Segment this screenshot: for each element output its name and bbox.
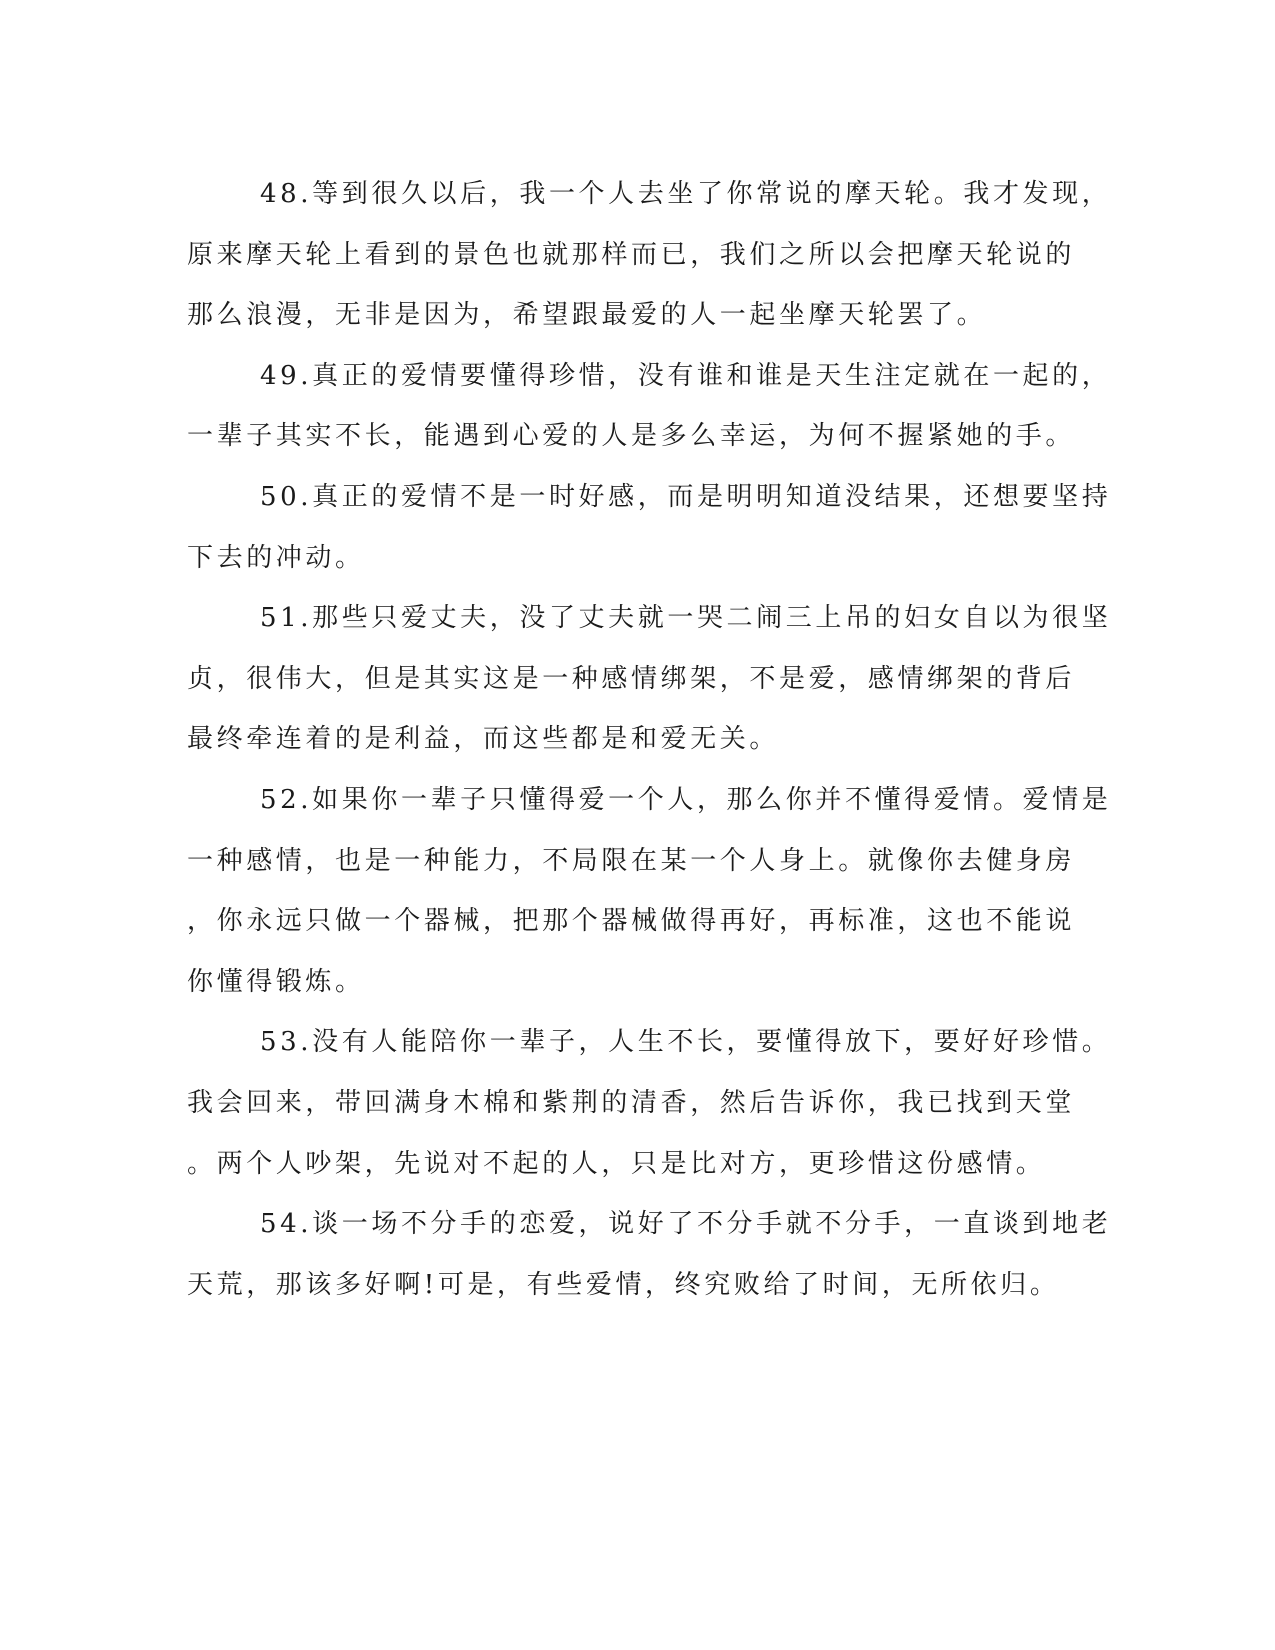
paragraph-48 bbox=[187, 164, 1112, 346]
paragraph-53 bbox=[187, 1012, 1112, 1194]
paragraph-line: 一种感情，也是一种能力，不局限在某一个人身上。就像你去健身房 bbox=[187, 845, 1076, 876]
paragraph-line: 48.等到很久以后，我一个人去坐了你常说的摩天轮。我才发现， bbox=[260, 179, 1112, 209]
paragraph-line: ，你永远只做一个器械，把那个器械做得再好，再标准，这也不能说 bbox=[187, 906, 1076, 937]
paragraph-line: 。两个人吵架，先说对不起的人，只是比对方，更珍惜这份感情。 bbox=[187, 1148, 1046, 1179]
paragraph-line: 你懂得锻炼。 bbox=[187, 966, 365, 997]
paragraph-line: 贞，很伟大，但是其实这是一种感情绑架，不是爱，感情绑架的背后 bbox=[187, 663, 1076, 694]
paragraph-line: 下去的冲动。 bbox=[187, 542, 365, 573]
paragraph-52 bbox=[187, 770, 1112, 1012]
paragraph-line: 54.谈一场不分手的恋爱，说好了不分手就不分手，一直谈到地老 bbox=[260, 1209, 1112, 1240]
paragraph-line: 50.真正的爱情不是一时好感，而是明明知道没结果，还想要坚持 bbox=[260, 481, 1112, 512]
paragraph-line: 一辈子其实不长，能遇到心爱的人是多么幸运，为何不握紧她的手。 bbox=[187, 421, 1076, 452]
paragraph-line: 51.那些只爱丈夫，没了丈夫就一哭二闹三上吊的妇女自以为很坚 bbox=[260, 603, 1112, 634]
paragraph-line: 最终牵连着的是利益，而这些都是和爱无关。 bbox=[187, 724, 780, 755]
paragraph-line: 49.真正的爱情要懂得珍惜，没有谁和谁是天生注定就在一起的， bbox=[260, 360, 1112, 391]
paragraph-line: 原来摩天轮上看到的景色也就那样而已，我们之所以会把摩天轮说的 bbox=[187, 239, 1076, 270]
paragraph-50 bbox=[187, 467, 1112, 588]
paragraph-line: 那么浪漫，无非是因为，希望跟最爱的人一起坐摩天轮罢了。 bbox=[187, 300, 987, 331]
paragraph-line: 52.如果你一辈子只懂得爱一个人，那么你并不懂得爱情。爱情是 bbox=[260, 784, 1112, 815]
document-body bbox=[187, 164, 1112, 1315]
paragraph-line: 我会回来，带回满身木棉和紫荆的清香，然后告诉你，我已找到天堂 bbox=[187, 1087, 1076, 1118]
paragraph-54 bbox=[187, 1194, 1112, 1315]
paragraph-line: 天荒，那该多好啊!可是，有些爱情，终究败给了时间，无所依归。 bbox=[187, 1269, 1060, 1300]
paragraph-49 bbox=[187, 346, 1112, 467]
paragraph-line: 53.没有人能陪你一辈子，人生不长，要懂得放下，要好好珍惜。 bbox=[260, 1027, 1112, 1058]
paragraph-51 bbox=[187, 588, 1112, 770]
